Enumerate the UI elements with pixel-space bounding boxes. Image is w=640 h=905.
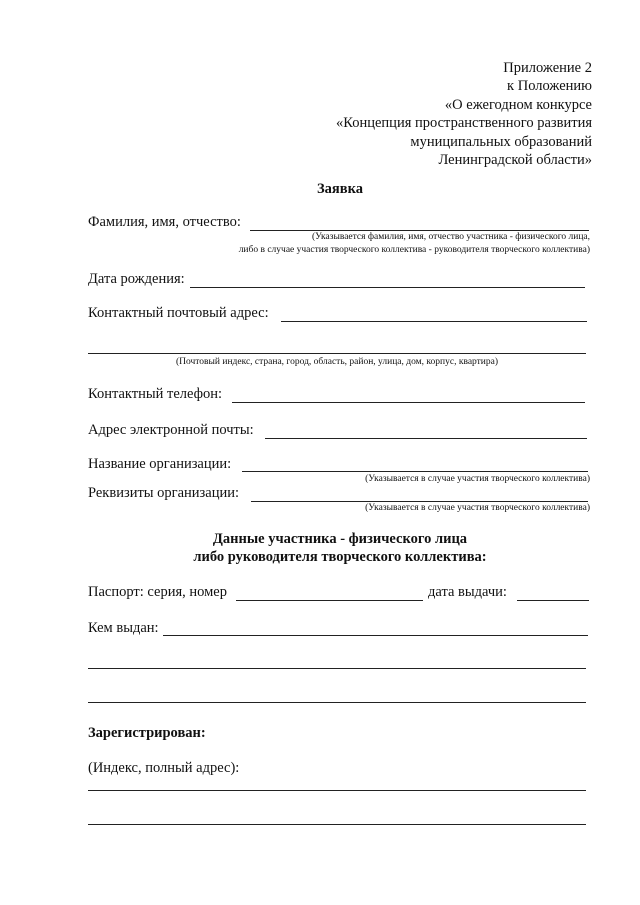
document-header bbox=[336, 59, 592, 169]
org-details-hint: (Указывается в случае участия творческого коллектива) bbox=[365, 503, 590, 513]
header-line: Приложение 2 bbox=[503, 60, 592, 76]
section-participant-title-1: Данные участника - физического лица bbox=[212, 531, 468, 547]
registered-address-field-2[interactable] bbox=[88, 824, 586, 825]
address-field[interactable] bbox=[281, 321, 587, 322]
passport-label: Паспорт: серия, номер bbox=[88, 584, 227, 600]
org-name-field[interactable] bbox=[242, 471, 588, 472]
org-details-field[interactable] bbox=[251, 501, 588, 502]
phone-field[interactable] bbox=[232, 402, 585, 403]
fio-field[interactable] bbox=[250, 230, 589, 231]
fio-hint-2: либо в случае участия творческого коллектива - руководителя творческого коллектива) bbox=[238, 245, 590, 255]
address-hint: (Почтовый индекс, страна, город, область, район, улица, дом, корпус, квартира) bbox=[175, 357, 499, 367]
issue-date-label: дата выдачи: bbox=[428, 584, 507, 600]
issued-by-label: Кем выдан: bbox=[88, 620, 159, 636]
org-name-hint: (Указывается в случае участия творческого коллектива) bbox=[365, 474, 590, 484]
phone-label: Контактный телефон: bbox=[88, 386, 223, 402]
header-line: «Концепция пространственного развития bbox=[336, 115, 592, 132]
header-line: муниципальных образований bbox=[410, 133, 592, 150]
fio-label: Фамилия, имя, отчество: bbox=[88, 214, 241, 230]
registered-address-label: (Индекс, полный адрес): bbox=[88, 760, 240, 776]
header-line: к Положению bbox=[507, 78, 592, 95]
email-field[interactable] bbox=[265, 438, 587, 439]
org-details-label: Реквизиты организации: bbox=[88, 485, 240, 501]
header-line: «О ежегодном конкурсе bbox=[444, 96, 592, 113]
page-title: Заявка bbox=[317, 181, 363, 197]
registered-address-field-1[interactable] bbox=[88, 790, 586, 791]
issue-date-field[interactable] bbox=[517, 600, 589, 601]
issued-by-field-line-2[interactable] bbox=[88, 668, 586, 669]
issued-by-field-line-3[interactable] bbox=[88, 702, 586, 703]
org-name-label: Название организации: bbox=[88, 456, 232, 472]
email-label: Адрес электронной почты: bbox=[88, 422, 254, 438]
birth-label: Дата рождения: bbox=[88, 271, 185, 287]
address-field-line-2[interactable] bbox=[88, 353, 586, 354]
issued-by-field[interactable] bbox=[163, 635, 588, 636]
header-line: Ленинградской области» bbox=[438, 152, 592, 169]
address-label: Контактный почтовый адрес: bbox=[88, 305, 269, 321]
birth-field[interactable] bbox=[190, 287, 585, 288]
passport-field[interactable] bbox=[236, 600, 423, 601]
fio-hint-1: (Указывается фамилия, имя, отчество участника - физического лица, bbox=[311, 232, 590, 242]
section-participant-title-2: либо руководителя творческого коллектива: bbox=[193, 549, 487, 565]
registered-title: Зарегистрирован: bbox=[88, 725, 206, 741]
